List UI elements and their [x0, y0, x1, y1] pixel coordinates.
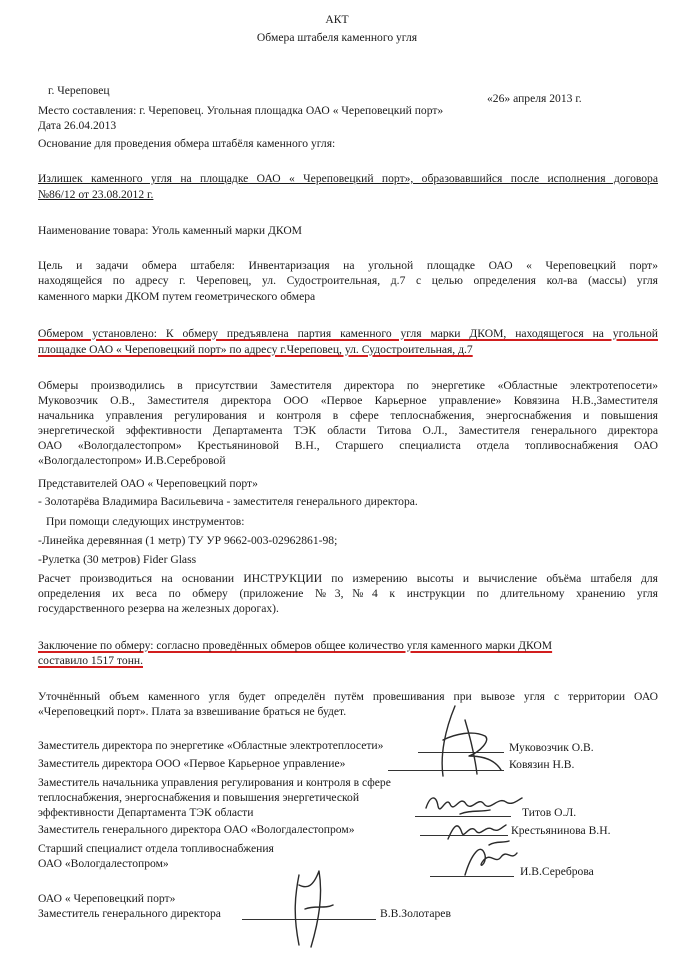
signatory-name: Муковозчик О.В. — [509, 741, 594, 754]
port-rep-person: - Золотарёва Владимира Васильевича - заместителя генерального директора. — [38, 495, 418, 508]
calc-line-3: государственного резерва на железных дорогах). — [38, 602, 279, 615]
signatory-role: Заместитель генерального директора ОАО «Вологдалестопром» — [38, 823, 355, 836]
handwritten-signature — [455, 835, 530, 880]
established-line-1: Обмером установлено: К обмеру предъявлена партия каменного угля марки ДКОМ, находящегося на угольной — [38, 327, 658, 340]
signatory-role: Заместитель директора ООО «Первое Карьерное управление» — [38, 757, 346, 770]
presence-line-2: Муковозчик О.В., Заместителя директора ООО «Первое Карьерное управление» Ковязина Н.В.,Заместителя — [38, 394, 658, 407]
presence-line-6: «Вологдалестопром» И.В.Серебровой — [38, 454, 226, 467]
city: г. Череповец — [48, 84, 110, 97]
presence-line-5: ОАО «Вологдалестопром» Крестьяниновой В.Н., Старшего специалиста отдела топливоснабжения ОАО — [38, 439, 658, 452]
handwritten-signature — [425, 700, 510, 780]
signatory-name: Титов О.Л. — [522, 806, 577, 819]
signatory-role: Заместитель генерального директора — [38, 907, 221, 920]
compiled-date: Дата 26.04.2013 — [38, 119, 117, 132]
signatory-role: эффективности Департамента ТЭК области — [38, 806, 254, 819]
goal-line-2: находящейся по адресу г. Череповец, ул. Судостроительная, д.7 с целью определения кол-ва (массы) угля — [38, 274, 658, 287]
signatory-role: ОАО «Вологдалестопром» — [38, 857, 169, 870]
goal-line-1: Цель и задачи обмера штабеля: Инвентаризация на угольной площадке ОАО « Череповецкий порт» — [38, 259, 658, 272]
presence-line-4: энергетической эффективности Департамента ТЭК области Титова О.Л., Заместителя генерального директора — [38, 424, 658, 437]
presence-line-1: Обмеры производились в присутствии Заместителя директора по энергетике «Областные электротепосети» — [38, 379, 658, 392]
calc-line-2: определения их веса по обмеру (приложение №3,№4 к инструкции по длительному хранению угля — [38, 587, 658, 600]
act-date: «26» апреля 2013 г. — [487, 92, 582, 105]
document-title: АКТ — [325, 13, 349, 26]
established-line-2: площадке ОАО « Череповецкий порт» по адресу г.Череповец, ул. Судостроительная, д.7 — [38, 343, 473, 356]
basis-line-1: Излишек каменного угля на площадке ОАО « Череповецкий порт», образовавшийся после исполнения договора — [38, 172, 658, 185]
signatory-name: Крестьянинова В.Н. — [511, 824, 611, 837]
document-subtitle: Обмера штабеля каменного угля — [256, 31, 418, 44]
signatory-name: И.В.Сереброва — [520, 865, 594, 878]
instruments-label: При помощи следующих инструментов: — [46, 515, 245, 528]
refined-line-2: «Череповецкий порт». Плата за взвешивание браться не будет. — [38, 705, 347, 718]
instrument-item: -Линейка деревянная (1 метр) ТУ УР 9662-003-02962861-98; — [38, 534, 338, 547]
signatory-role: Заместитель начальника управления регулирования и контроля в сфере — [38, 776, 391, 789]
basis-label: Основание для проведения обмера штабёля каменного угля: — [38, 137, 336, 150]
refined-line-1: Уточнённый объем каменного угля будет определён путём провешивания при вывозе угля с территории ОАО — [38, 690, 658, 703]
handwritten-signature — [285, 865, 340, 950]
port-rep-label: Представителей ОАО « Череповецкий порт» — [38, 477, 258, 490]
basis-line-2: №86/12 от 23.08.2012 г. — [38, 188, 154, 201]
signatory-name: В.В.Золотарев — [380, 907, 451, 920]
signatory-role: Старший специалист отдела топливоснабжения — [38, 842, 274, 855]
conclusion-line-2: составило 1517 тонн. — [38, 654, 143, 667]
instrument-item: -Рулетка (30 метров) Fider Glass — [38, 553, 197, 566]
goal-line-3: каменного марки ДКОМ путем геометрического обмера — [38, 290, 316, 303]
location-line: Место составления: г. Череповец. Угольная площадка ОАО « Череповецкий порт» — [38, 104, 444, 117]
presence-line-3: начальника управления регулирования и контроля в сфере теплоснабжения, энергоснабжения и повышения — [38, 409, 658, 422]
signatory-role: ОАО « Череповецкий порт» — [38, 892, 176, 905]
signatory-role: Заместитель директора по энергетике «Областные электротеплосети» — [38, 739, 384, 752]
conclusion-line-1: Заключение по обмеру: согласно проведённых обмеров общее количество угля каменного марки ДКОМ — [38, 639, 553, 652]
calc-line-1: Расчет производиться на основании ИНСТРУКЦИИ по измерению высоты и вычисление объёма штабеля для — [38, 572, 658, 585]
signatory-role: теплоснабжения, энергоснабжения и повышения энергетической — [38, 791, 360, 804]
signatory-name: Ковязин Н.В. — [509, 758, 575, 771]
product-name: Наименование товара: Уголь каменный марки ДКОМ — [38, 224, 302, 237]
